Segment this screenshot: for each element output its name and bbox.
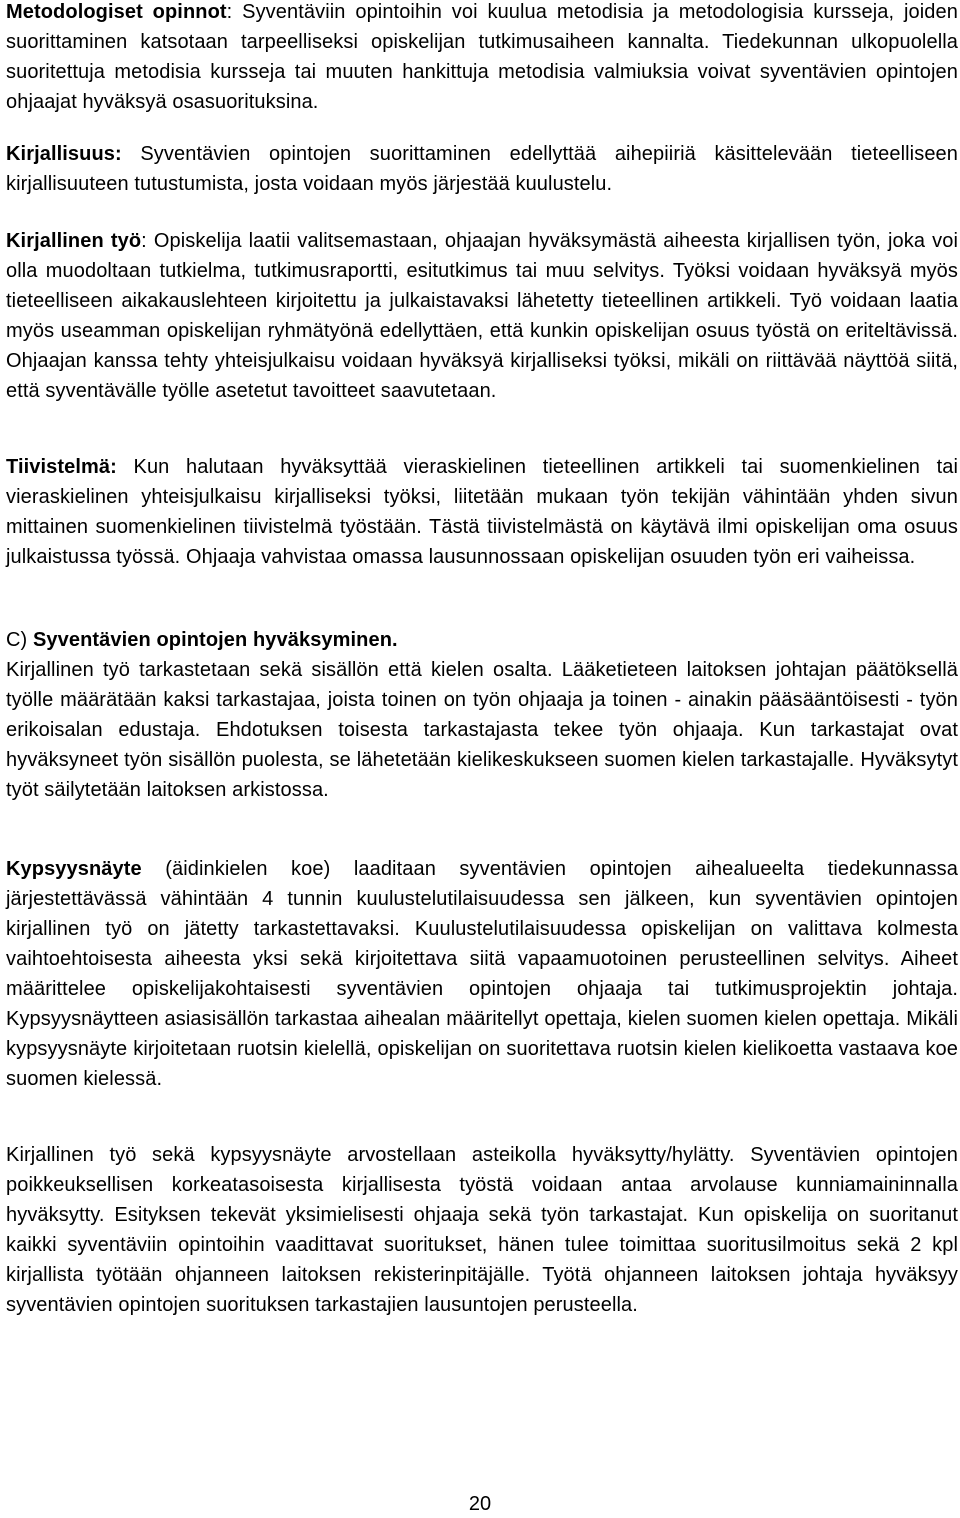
paragraph-metodologiset-opinnot xyxy=(6,0,958,117)
paragraph-lead: Tiivistelmä: xyxy=(6,456,117,478)
paragraph-arvostelu xyxy=(6,1140,958,1320)
paragraph-lead: Kirjallinen työ xyxy=(6,230,142,252)
paragraph-lead: Kypsyysnäyte xyxy=(6,858,142,880)
section-prefix: C) xyxy=(6,629,33,651)
paragraph-lead: Metodologiset opinnot xyxy=(6,1,227,23)
paragraph-kirjallisuus xyxy=(6,139,958,199)
paragraph-kypsyysnayte xyxy=(6,854,958,1094)
paragraph-text: Kirjallinen työ sekä kypsyysnäyte arvostellaan asteikolla hyväksytty/hylätty. Syventävien opintojen poikkeuksellisen korkeatasoisesta kirjallisesta työstä voidaan antaa arvolause kunniamaininnalla hyväksytty. Esityksen tekevät yksimielisesti ohjaaja sekä työn tarkastajat. Kun opiskelija on suoritanut kaikki syventäviin opintoihin vaadittavat suoritukset, hänen tulee toimittaa suoritusilmoitus sekä 2 kpl kirjallista työtään ohjanneen laitoksen rekisterinpitäjälle. Työtä ohjanneen laitoksen johtaja hyväksyy syventävien opintojen suorituksen tarkastajien lausuntojen perusteella. xyxy=(6,1144,958,1316)
paragraph-lead: Kirjallisuus: xyxy=(6,143,122,165)
paragraph-text: Kirjallinen työ tarkastetaan sekä sisällön että kielen osalta. Lääketieteen laitoksen johtajan päätöksellä työlle määrätään kaksi tarkastajaa, joista toinen on työn ohjaaja ja toinen - ainakin pääsääntöisesti - työn erikoisalan edustaja. Ehdotuksen toisesta tarkastajasta tekee työn ohjaaja. Kun tarkastajat ovat hyväksyneet työn sisällön puolesta, se lähetetään kielikeskukseen suomen kielen tarkastajalle. Hyväksytyt työt säilytetään laitoksen arkistossa. xyxy=(6,659,958,801)
paragraph-tiivistelma xyxy=(6,452,958,572)
section-title: Syventävien opintojen hyväksyminen. xyxy=(32,629,398,651)
paragraph-text: (äidinkielen koe) laaditaan syventävien opintojen aihealueelta tiedekunnassa järjestettävässä vähintään 4 tunnin kuulustelutilaisuudessa sen jälkeen, kun syventävien opintojen kirjallinen työ on jätetty tarkastettavaksi. Kuulustelutilaisuudessa opiskelijan on valittava kolmesta vaihtoehtoisesta aiheesta yksi sekä kirjoitettava siitä vapaamuotoinen perusteellinen selvitys. Aiheet määrittelee opiskelijakohtaisesti syventävien opintojen ohjaaja tai tutkimusprojektin johtaja. Kypsyysnäytteen asiasisällön tarkastaa aihealan määritellyt opettaja, kielen suomen kielen opettaja. Mikäli kypsyysnäyte kirjoitetaan ruotsin kielellä, opiskelijan on suoritettava ruotsin kielen kielikoetta vastaava koe suomen kielessä. xyxy=(6,858,958,1090)
paragraph-text: Syventävien opintojen suorittaminen edellyttää aihepiiriä käsittelevään tieteelliseen kirjallisuuteen tutustumista, josta voidaan myös järjestää kuulustelu. xyxy=(6,143,958,195)
page-number: 20 xyxy=(468,1493,492,1515)
section-heading xyxy=(6,625,958,655)
paragraph-text: Kun halutaan hyväksyttää vieraskielinen tieteellinen artikkeli tai suomenkielinen tai vieraskielinen yhteisjulkaisu kirjalliseksi työksi, liitetään mukaan työn tekijän vähintään yhden sivun mittainen suomenkielinen tiivistelmä työstään. Tästä tiivistelmästä on käytävä ilmi opiskelijan oma osuus julkaistussa työssä. Ohjaaja vahvistaa omassa lausunnossaan opiskelijan osuuden työn eri vaiheissa. xyxy=(6,456,958,568)
paragraph-text: : Opiskelija laatii valitsemastaan, ohjaajan hyväksymästä aiheesta kirjallisen työn, joka voi olla muodoltaan tutkielma, tutkimusraportti, esitutkimus tai muu selvitys. Työksi voidaan hyväksyä myös tieteelliseen aikakauslehteen kirjoitettu ja julkaistavaksi lähetetty tieteellinen artikkeli. Työ voidaan laatia myös useamman opiskelijan ryhmätyönä edellyttäen, että kunkin opiskelijan osuus työstä on eriteltävissä. Ohjaajan kanssa tehty yhteisjulkaisu voidaan hyväksyä kirjalliseksi työksi, mikäli on riittävää näyttöä siitä, että syventävälle työlle asetetut tavoitteet saavutetaan. xyxy=(6,230,958,402)
paragraph-text: : Syventäviin opintoihin voi kuulua metodisia ja metodologisia kursseja, joiden suorittaminen katsotaan tarpeelliseksi opiskelijan tutkimusaiheen kannalta. Tiedekunnan ulkopuolella suoritettuja metodisia kursseja tai muuten hankittuja metodisia valmiuksia voivat syventävien opintojen ohjaajat hyväksyä osasuorituksina. xyxy=(6,1,958,113)
section-c-hyvaksyminen xyxy=(6,625,958,805)
paragraph-kirjallinen-tyo xyxy=(6,226,958,406)
